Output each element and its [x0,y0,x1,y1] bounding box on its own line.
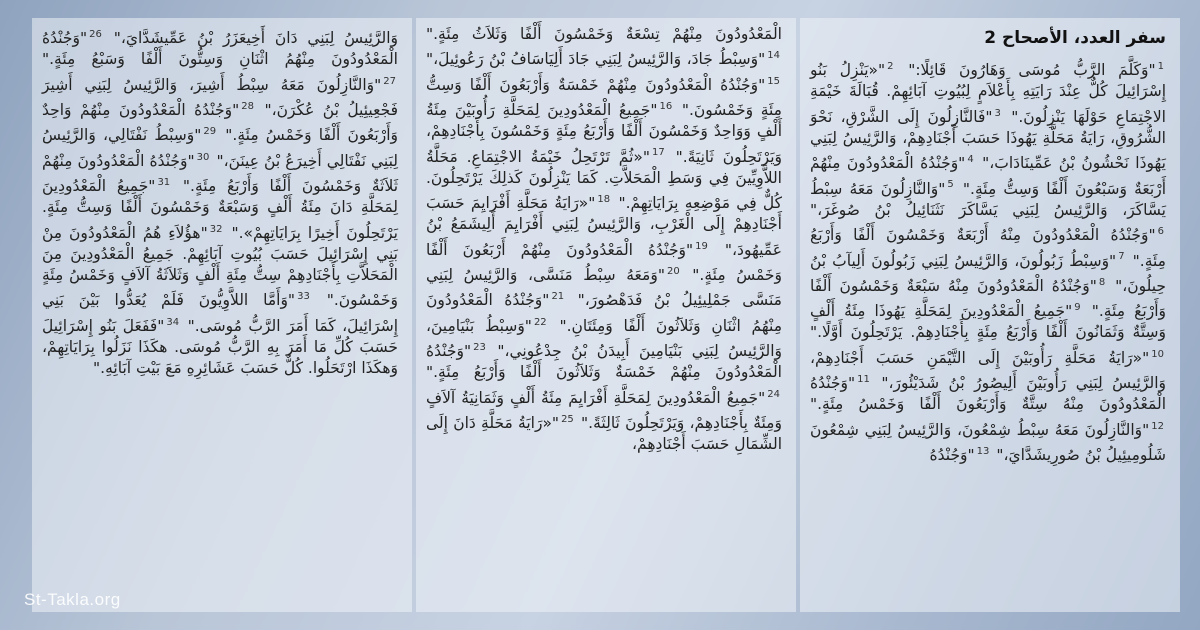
verse-number: 5 [947,179,954,191]
verse-number: 25 [561,413,574,425]
verse-number: 26 [89,29,102,40]
verse-text: "وَسِبْطُ جَادَ، وَالرَّئِيسُ لِبَنِي جَادَ أَلِيَاسَافُ بْنُ رَعُوئِيلَ،" [426,50,766,69]
verse-number: 28 [241,100,254,112]
verse-text: "وَجُنْدُهُ الْمَعْدُودُونَ مِنْهُ سِتَّةٌ وَأَرْبَعُونَ أَلْفًا وَخَمْسُ مِئَةٍ." [810,374,1166,414]
verse-number: 22 [533,316,547,328]
verse-text: "وَجُنْدُهُ الْمَعْدُودُونَ مِنْهُمْ أَرْبَعُونَ أَلْفًا وَخَمْسُ مِئَةٍ." [426,240,782,285]
verse-number: 17 [652,147,665,159]
verse-number: 20 [666,265,680,277]
verse-text: "جَمِيعُ الْمَعْدُودِينَ لِمَحَلَّةِ يَهُوذَا مِئَةُ أَلْفٍ وَسِتَّةٌ وَثَمَانُونَ أَلْفًا وَأَرْبَعُ مِئَةٍ بِأَجْنَادِهِمْ. يَرْتَحِلُونَ أَوَّلًا." [810,302,1166,342]
column-body [42,24,398,379]
verse-number: 14 [767,50,780,62]
verse-number: 34 [166,316,180,328]
verse-text: "«ثُمَّ تَرْتَحِلُ خَيْمَةُ الاجْتِمَاعِ. مَحَلَّةُ اللاَّوِيِّينَ فِي وَسَطِ الْمَحَلاَّتِ. كَمَا يَنْزِلُونَ كَذلِكَ يَرْتَحِلُونَ. كُلٌّ فِي مَوْضِعِهِ بِرَايَاتِهِمْ." [426,147,782,213]
verse-number: 18 [597,194,611,206]
verse-number: 2 [887,61,894,72]
column-body [426,24,782,456]
verse-text: "جَمِيعُ الْمَعْدُودِينَ لِمَحَلَّةِ أَفْرَايِمَ مِئَةُ أَلْفٍ وَثَمَانِيَةُ آلاَفٍ وَمِئَةٌ بِأَجْنَادِهِمْ، وَيَرْتَحِلُونَ ثَالِثَةً." [426,388,782,433]
verse-text: "«رَايَةُ مَحَلَّةِ رَأُوبَيْنَ إِلَى التَّيْمَنِ حَسَبَ أَجْنَادِهِمْ، وَالرَّئِيسُ لِبَنِي رَأُوبَيْنَ أَلِيصُورُ بْنُ شَدَيْئُورَ،" [810,348,1166,393]
verse [426,25,782,43]
verse-text: "وَجُنْدُهُ الْمَعْدُودُونَ مِنْهُمُ اثْنَانِ وَسِتُّونَ أَلْفًا وَسَبْعُ مِئَةٍ." [42,29,398,69]
verse-text: "وَجُنْدُهُ الْمَعْدُودُونَ مِنْهُمْ خَمْسَةٌ وَأَرْبَعُونَ أَلْفًا وَسِتُّ مِئَةٍ وَخَمْسُونَ." [426,75,782,120]
verse-text: "وَجُنْدُهُ الْمَعْدُودُونَ مِنْهُمْ وَاحِدٌ وَأَرْبَعُونَ أَلْفًا وَخَمْسُ مِئَةٍ." [42,101,398,145]
verse-text: "جَمِيعُ الْمَعْدُودِينَ لِمَحَلَّةِ دَانَ مِئَةُ أَلْفٍ وَسَبْعَةٌ وَخَمْسُونَ أَلْفًا وَسِتُّ مِئَةٍ. يَرْتَحِلُونَ أَخِيرًا بِرَايَاتِهِمْ»." [42,177,398,242]
text-column-2 [416,18,796,612]
verse [908,61,1166,79]
column-body [810,56,1166,466]
verse-text: "وَجُنْدُهُ الْمَعْدُودُونَ مِنْهُ سَبْعَةٌ وَخَمْسُونَ أَلْفًا وَأَرْبَعُ مِئَةٍ." [810,276,1166,321]
text-column-1 [800,18,1180,612]
site-watermark: St-Takla.org [24,590,121,609]
verse-text: "وَكَلَّمَ الرَّبُّ مُوسَى وَهَارُونَ قَائِلًا:" [908,61,1156,80]
verse-text: "جَمِيعُ الْمَعْدُودِينَ لِمَحَلَّةِ رَأُوبَيْنَ مِئَةُ أَلْفٍ وَوَاحِدٌ وَخَمْسُونَ أَلْفًا وَأَرْبَعُ مِئَةٍ وَخَمْسُونَ بِأَجْنَادِهِمْ، وَيَرْتَحِلُونَ ثَانِيَةً." [426,101,782,166]
verse-number: 6 [1157,226,1164,238]
verse-number: 33 [297,291,310,303]
verse-text: "«يَنْزِلُ بَنُو إِسْرَائِيلَ كُلٌّ عِنْدَ رَايَتِهِ بِأَعْلاَمٍ لِبُيُوتِ آبَائِهِمْ. قُبَالَةَ خَيْمَةِ الاجْتِمَاعِ حَوْلَهَا يَنْزِلُونَ." [810,61,1166,126]
verse [426,50,782,68]
verse-number: 19 [695,240,708,252]
verse-number: 3 [994,107,1001,119]
verse [930,446,992,464]
verse-number: 1 [1157,61,1164,72]
verse-number: 9 [1074,302,1081,314]
verse-text: "وَجُنْدُهُ [929,446,975,465]
text-column-3 [32,18,412,612]
verse-text: وَالرَّئِيسُ لِبَنِي دَانَ أَخِيعَزَرُ بْنُ عَمِّيشَدَّايَ،" [113,29,398,48]
verse-text: "وَجُنْدُهُ الْمَعْدُودُونَ مِنْهُمْ ثَلاَثَةٌ وَخَمْسُونَ أَلْفًا وَأَرْبَعُ مِئَةٍ." [42,151,399,196]
verse-text: "وَجُنْدُهُ الْمَعْدُودُونَ مِنْهُمُ اثْنَانِ وَثَلاَثُونَ أَلْفًا وَمِئَتَانِ." [426,291,782,335]
verse-number: 30 [196,151,210,163]
verse-text: "فَالنَّازِلُونَ إِلَى الشَّرْقِ، نَحْوَ الشُّرُوقِ، رَايَةُ مَحَلَّةِ يَهُوذَا حَسَبَ أَجْنَادِهِمْ، وَالرَّئِيسُ لِبَنِي يَهُوذَا نَحْشُونُ بْنُ عَمِّينَادَابَ،" [810,107,1166,173]
verse-number: 16 [659,100,673,112]
verse-number: 10 [1151,348,1164,360]
verse-text: "وَالنَّازِلُونَ مَعَهُ سِبْطُ شِمْعُونَ، وَالرَّئِيسُ لِبَنِي شِمْعُونَ شَلُومِيئِيلُ بْنُ صُورِيشَدَّايَ،" [810,420,1166,465]
verse-text: "وَسِبْطُ بَنْيَامِينَ، وَالرَّئِيسُ لِبَنِي بَنْيَامِينَ أَبِيدَنُ بْنُ جِدْعُونِي،" [426,316,782,361]
verse-text: "وَسِبْطُ زَبُولُونَ، وَالرَّئِيسُ لِبَنِي زَبُولُونَ أَلِيآبُ بْنُ حِيلُونَ،" [810,251,1166,295]
verse-text: الْمَعْدُودُونَ مِنْهُمْ تِسْعَةٌ وَخَمْسُونَ أَلْفًا وَثَلاَثُ مِئَةٍ." [426,25,782,43]
verse-number: 13 [976,445,990,457]
verse-text: "وَالنَّازِلُونَ مَعَهُ سِبْطُ يَسَّاكَرَ، وَالرَّئِيسُ لِبَنِي يَسَّاكَرَ نَثَنَائِيلُ بْنُ صُوغَرَ،" [810,179,1166,219]
verse-text: "هؤُلاَءِ هُمُ الْمَعْدُودُونَ مِنْ بَنِي إِسْرَائِيلَ حَسَبَ بُيُوتِ آبَائِهِمْ. جَمِيعُ الْمَعْدُودِينَ مِنَ الْمَحَلاَّتِ بِأَجْنَادِهِمْ سِتُّ مِئَةِ أَلْفٍ وَثَلاَثَةُ آلاَفٍ وَخَمْسُ مِئَةٍ وَخَمْسُونَ." [42,223,398,310]
verse-number: 11 [857,374,870,386]
verse-number: 23 [473,342,486,354]
chapter-title: سفر العدد، الأصحاح 2 [984,28,1166,48]
verse-text: "«رَايَةُ مَحَلَّةِ دَانَ إِلَى الشِّمَالِ حَسَبَ أَجْنَادِهِمْ، [426,414,782,454]
verse-number: 8 [1098,276,1106,288]
verse-text: "وَسِبْطُ نَفْتَالِي، وَالرَّئِيسُ لِبَنِي نَفْتَالِي أَخِيرَعُ بْنُ عِينَنَ،" [42,126,398,170]
verse-number: 7 [1118,251,1125,263]
verse-number: 29 [203,126,217,138]
verse-text: "وَجُنْدُهُ الْمَعْدُودُونَ مِنْهُ أَرْبَعَةٌ وَخَمْسُونَ أَلْفًا وَأَرْبَعُ مِئَةٍ." [810,226,1166,270]
verse-text: "فَفَعَلَ بَنُو إِسْرَائِيلَ حَسَبَ كُلِّ مَا أَمَرَ بِهِ الرَّبُّ مُوسَى. هكَذَا نَزَلُوا بِرَايَاتِهِمْ، وَهكَذَا ارْتَحَلُوا. كُلٌّ حَسَبَ عَشَائِرِهِ مَعَ بَيْتِ آبَائِهِ." [42,316,398,378]
verse-number: 24 [767,388,780,400]
verse-number: 4 [967,154,974,166]
verse-text: "«رَايَةُ مَحَلَّةِ أَفْرَايِمَ حَسَبَ أَجْنَادِهِمْ إِلَى الْغَرْبِ، وَالرَّئِيسُ لِبَنِي أَفْرَايِمَ أَلِيشَمَعُ بْنُ عَمِّيهُودَ،" [426,194,782,259]
verse-text: "وَمَعَهُ سِبْطُ مَنَسَّى، وَالرَّئِيسُ لِبَنِي مَنَسَّى جَمْلِيئِيلُ بْنُ فَدَهْصُورَ،" [426,266,782,310]
verse-text: "وَجُنْدُهُ الْمَعْدُودُونَ مِنْهُمْ أَرْبَعَةٌ وَسَبْعُونَ أَلْفًا وَسِتُّ مِئَةٍ." [810,154,1166,198]
verse-number: 31 [157,177,171,188]
verse-number: 21 [551,291,565,303]
verse-text: "وَأَمَّا اللاَّوِيُّونَ فَلَمْ يُعَدُّوا بَيْنَ بَنِي إِسْرَائِيلَ، كَمَا أَمَرَ الرَّبُّ مُوسَى." [42,291,398,335]
verse-number: 32 [209,223,223,235]
verse-number: 27 [383,75,396,87]
verse-text: "وَجُنْدُهُ الْمَعْدُودُونَ مِنْهُمْ خَمْسَةٌ وَثَلاَثُونَ أَلْفًا وَأَرْبَعُ مِئَةٍ." [426,342,782,382]
verse-number: 15 [767,75,780,87]
verse [114,29,398,47]
verse-text: "وَالنَّازِلُونَ مَعَهُ سِبْطُ أَشِيرَ، وَالرَّئِيسُ لِبَنِي أَشِيرَ فَجْعِيئِيلُ بْنُ عُكْرَنَ،" [42,75,398,120]
verse-number: 12 [1151,420,1164,432]
